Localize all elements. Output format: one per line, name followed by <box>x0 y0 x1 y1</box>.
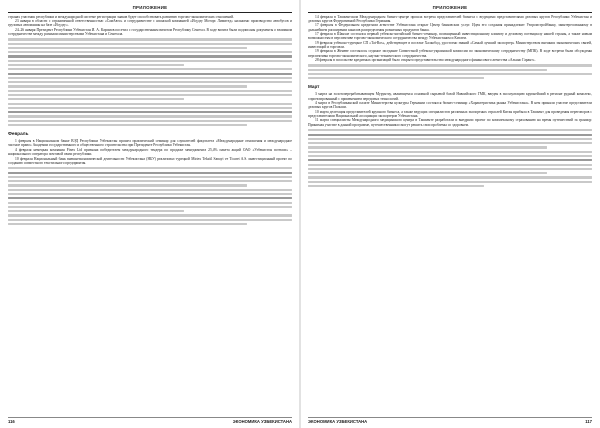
right-text-block-lower <box>308 129 592 187</box>
right-section-text <box>308 92 592 127</box>
paragraph: 10 марта делегация представителей крупного бизнеса, а также ведущих специалистов различных экспортных отраслей Китая прибыла в Ташкент для проведения переговоров с представителями Национальной ассоциации экспортеров Узбекистана. <box>308 109 592 119</box>
left-folio <box>8 417 292 425</box>
right-text-block-upper <box>308 64 592 79</box>
paragraph: 19 февраля узбекско-турецкое СП «Tat-Ros», действующее в поселке Халкобод, удостоено званий «Самый лучший экспортер» Министерством внешних экономических связей, инвестиций и торговли. <box>308 40 592 49</box>
paragraph: 1 февраля в Национальном банке ВЭД Республики Узбекистан прошел практический семинар для слушателей факультета «Международные отношения и международное частное право» Академии государственного и общественного строительства при Президенте Республики Узбекистан. <box>8 139 292 148</box>
right-page <box>300 0 600 428</box>
right-folio <box>308 417 592 425</box>
left-body-text <box>8 15 292 37</box>
paragraph: 17 февраля в Федеральном кредитном агентстве Узбекистана открыт Центр банковских услуг. Идея его создания принадлежит Узпромстройбанку, заинтересованному в дальнейшем расширении каналов распределения розничных продуктов банка. <box>308 23 592 32</box>
paragraph: 4 февраля немецкая компания Finex Ltd признана победителем международного тендера по продаже менеджмента 25,4% пакета акций ОАО «Узбекистон почтаси» – национального оператора почтовой связи республики. <box>8 147 292 157</box>
paragraph: 14 февраля в Ташкентском Международном бизнес-центре прошла встреча представителей бизнеса с ведущими представителями деловых кругов Республики Узбекистан и деловых кругов Федеративной Республики Германия. <box>308 14 592 23</box>
paragraph: 4 марта в Республиканской палате Министерства культуры Германии состоялся бизнес-семинар «Характеристика рынка Узбекистана». В нем приняли участие представители деловых кругов Польши. <box>308 101 592 110</box>
paragraph: 19 февраля в Женеве состоялось седьмое заседание Совместной узбекско-украинской комиссии по экономическому сотрудничеству (МПК). В ходе встречи были обсуждены перспективы торгово-экономического, научно-технического сотрудничества. <box>308 49 592 58</box>
section-title-march: Март <box>308 84 320 90</box>
running-head-left: ПРИЛОЖЕНИЕ <box>8 5 292 13</box>
running-head-right: ПРИЛОЖЕНИЕ <box>308 5 592 13</box>
page-number: 117 <box>585 419 592 424</box>
paragraph: 28 февраля в посольстве кредитных организаций было открыто представительство международного финансового агентства «Альянс Гарант». <box>315 57 536 62</box>
left-text-block-upper <box>8 38 292 126</box>
paragraph: странах участник республики и международной системе регистрации знаков будет способствовать развитию торгово-экономических отношений. <box>8 14 234 19</box>
left-text-block-lower <box>8 167 292 225</box>
paragraph: 11 марта специалисты Международного медицинского центра в Ташкенте разработали и внедрили проект по комплексному страхованию на время путешествий за границу. Принимая участие в данной программе, путешественники смогут решить свои проблемы со здоровьем. <box>308 118 592 127</box>
section-title-february: Февраль <box>8 131 29 137</box>
paragraph: 17 февраля в Шанхае состоялся первый узбекско-китайский бизнес-семинар, посвященный инвестиционному климату и деловому потенциалу нашей страны, а также новым возможностям в перспективе торгово-экономического сотрудничества между Узбекистаном и Китаем. <box>308 31 592 41</box>
paragraph: 23 января в области с ограниченной ответственностью «СамАвто» и сотрудничестве с японской компанией «Исудзу Моторс Лимитед» налажено производство автобусов и грузовых автомашин на базе «Исудзу». <box>8 18 292 28</box>
page-number: 116 <box>8 419 15 424</box>
journal-title: ЭКОНОМИКА УЗБЕКИСТАНА <box>232 419 292 424</box>
right-body-text <box>308 15 592 63</box>
paragraph: 24–26 января Президент Республики Узбекистан И. А. Каримов посетил с государственным визитом Республику Сенегал. В ходе визита были подписаны документы о взаимном сотрудничестве между разными министерствами Узбекистана и Сенегала. <box>8 27 292 36</box>
journal-title: ЭКОНОМИКА УЗБЕКИСТАНА <box>308 419 368 424</box>
left-section-text <box>8 139 292 165</box>
paragraph: 3 марта на золотоперерабатывающем Мурунтау, являющемся основной сырьевой базой Навоийского ГМК, введен в эксплуатацию крупнейший в регионе рудный комплекс, спроектированный с применением передовых технологий. <box>308 92 592 101</box>
paragraph: 10 февраля Национальный банк внешнеэкономической деятельности Узбекистана (НБУ) реализовал турецкой Mirtex Tekstil Sanayi ve Ticaret A.S. инвестиционный проект по созданию совместного текстильного предприятия. <box>8 156 292 165</box>
